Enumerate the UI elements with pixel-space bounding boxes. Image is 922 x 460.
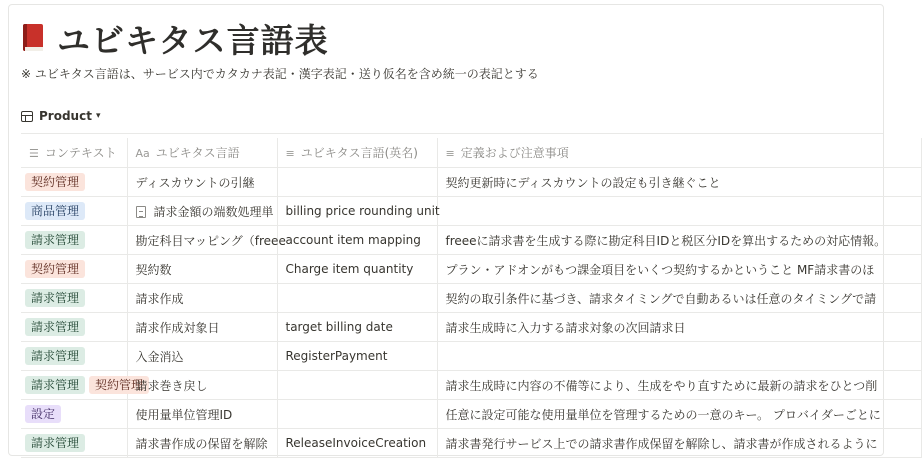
notion-page xyxy=(8,4,887,456)
term-text: 請求作成 xyxy=(135,291,184,306)
table-row[interactable] xyxy=(21,371,921,400)
term-text: 使用量単位管理ID xyxy=(135,407,233,422)
cell-english-name[interactable] xyxy=(277,371,437,400)
cell-definition[interactable]: 請求書発行サービス上での請求書作成保留を解除し、請求書が作成されるように xyxy=(437,429,921,458)
cell-ubiquitous-term[interactable] xyxy=(127,313,277,342)
context-tag[interactable]: 設定 xyxy=(25,405,61,423)
cell-definition[interactable]: 請求生成時に内容の不備等により、生成をやり直すために最新の請求をひとつ削 xyxy=(437,371,921,400)
cell-english-name[interactable]: Charge item quantity xyxy=(277,255,437,284)
term-text: 勘定科目マッピング（freee xyxy=(135,233,286,248)
table-row[interactable] xyxy=(21,226,921,255)
term-text: 請求巻き戻し xyxy=(135,378,208,393)
context-tag[interactable]: 請求管理 xyxy=(25,434,85,452)
table-row[interactable] xyxy=(21,313,921,342)
column-header-ubiquitous-term[interactable]: Aa ユビキタス言語 xyxy=(127,138,277,168)
page-title[interactable]: ユビキタス言語表 xyxy=(57,20,329,60)
table-icon xyxy=(21,111,33,122)
table-row[interactable] xyxy=(21,400,921,429)
cell-ubiquitous-term[interactable] xyxy=(127,284,277,313)
table-row[interactable] xyxy=(21,197,921,226)
cell-ubiquitous-term[interactable] xyxy=(127,168,277,197)
database-table xyxy=(21,138,922,458)
list-icon: ☰ xyxy=(29,147,39,160)
cell-definition[interactable]: 請求生成時に入力する請求対象の次回請求日 xyxy=(437,313,921,342)
cell-ubiquitous-term[interactable] xyxy=(127,371,277,400)
cell-ubiquitous-term[interactable] xyxy=(127,429,277,458)
context-tag[interactable]: 請求管理 xyxy=(25,231,85,249)
cell-ubiquitous-term[interactable] xyxy=(127,342,277,371)
cell-context[interactable] xyxy=(21,342,127,371)
table-row[interactable] xyxy=(21,284,921,313)
term-text: 請求書作成の保留を解除 xyxy=(135,436,268,451)
cell-definition[interactable]: 契約の取引条件に基づき、請求タイミングで自動あるいは任意のタイミングで請 xyxy=(437,284,921,313)
column-header-context[interactable]: ☰ コンテキスト xyxy=(21,138,127,168)
cell-english-name[interactable]: RegisterPayment xyxy=(277,342,437,371)
term-text: 契約数 xyxy=(135,262,172,277)
context-tag[interactable]: 商品管理 xyxy=(25,202,85,220)
cell-context[interactable] xyxy=(21,400,127,429)
title-text-icon: Aa xyxy=(135,147,150,160)
table-header-row xyxy=(21,138,921,168)
term-text: 請求作成対象日 xyxy=(135,320,220,335)
cell-definition[interactable]: freeeに請求書を生成する際に勘定科目IDと税区分IDを算出するための対応情報。 xyxy=(437,226,921,255)
cell-context[interactable] xyxy=(21,371,144,400)
term-text: 請求金額の端数処理単 xyxy=(153,204,274,219)
red-book-icon[interactable] xyxy=(21,23,45,53)
cell-ubiquitous-term[interactable] xyxy=(127,255,277,284)
view-label: Product xyxy=(39,109,92,123)
page-header xyxy=(21,13,329,63)
context-tag[interactable]: 請求管理 xyxy=(25,289,85,307)
term-text: ディスカウントの引継 xyxy=(135,175,255,190)
context-tag[interactable]: 契約管理 xyxy=(25,173,85,191)
cell-english-name[interactable] xyxy=(277,168,437,197)
term-text: 入金消込 xyxy=(135,349,184,364)
table-row[interactable] xyxy=(21,429,921,458)
cell-context[interactable] xyxy=(21,197,127,226)
cell-definition[interactable]: 契約更新時にディスカウントの設定も引き継ぐこと xyxy=(437,168,921,197)
cell-definition[interactable]: プラン・アドオンがもつ課金項目をいくつ契約するかということ MF請求書のほ xyxy=(437,255,921,284)
column-header-definition[interactable]: ≡ 定義および注意事項 xyxy=(437,138,921,168)
cell-context[interactable] xyxy=(21,255,127,284)
cell-context[interactable] xyxy=(21,313,127,342)
database-view-tab[interactable] xyxy=(21,109,100,123)
cell-definition[interactable] xyxy=(437,197,921,226)
cell-definition[interactable] xyxy=(437,342,921,371)
table-row[interactable] xyxy=(21,342,921,371)
context-tag[interactable]: 契約管理 xyxy=(25,260,85,278)
table-row[interactable] xyxy=(21,168,921,197)
page-icon xyxy=(136,206,146,218)
cell-context[interactable] xyxy=(21,226,127,255)
cell-context[interactable] xyxy=(21,429,127,458)
table-row[interactable] xyxy=(21,255,921,284)
cell-definition[interactable]: 任意に設定可能な使用量単位を管理するための一意のキー。 プロバイダーごとに xyxy=(437,400,921,429)
cell-context[interactable] xyxy=(21,168,127,197)
context-tag[interactable]: 請求管理 xyxy=(25,318,85,336)
context-tag[interactable]: 契約管理 xyxy=(89,376,149,394)
cell-context[interactable] xyxy=(21,284,127,313)
cell-english-name[interactable]: ReleaseInvoiceCreation xyxy=(277,429,437,458)
cell-english-name[interactable]: account item mapping xyxy=(277,226,437,255)
cell-english-name[interactable] xyxy=(277,400,437,429)
cell-ubiquitous-term[interactable] xyxy=(127,400,277,429)
table-body xyxy=(21,168,921,458)
column-header-english-name[interactable]: ≡ ユビキタス言語(英名) xyxy=(277,138,437,168)
chevron-down-icon[interactable]: ▾ xyxy=(95,111,101,121)
page-subtitle: ※ ユビキタス言語は、サービス内でカタカナ表記・漢字表記・送り仮名を含め統一の表記とする xyxy=(21,67,539,81)
cell-english-name[interactable]: billing price rounding unit xyxy=(277,197,437,226)
cell-english-name[interactable]: target billing date xyxy=(277,313,437,342)
cell-english-name[interactable] xyxy=(277,284,437,313)
context-tag[interactable]: 請求管理 xyxy=(25,347,85,365)
cell-ubiquitous-term[interactable] xyxy=(127,197,277,226)
cell-ubiquitous-term[interactable] xyxy=(127,226,286,255)
text-lines-icon: ≡ xyxy=(285,147,295,160)
view-divider xyxy=(21,133,883,134)
context-tag[interactable]: 請求管理 xyxy=(25,376,85,394)
text-lines-icon: ≡ xyxy=(445,147,455,160)
